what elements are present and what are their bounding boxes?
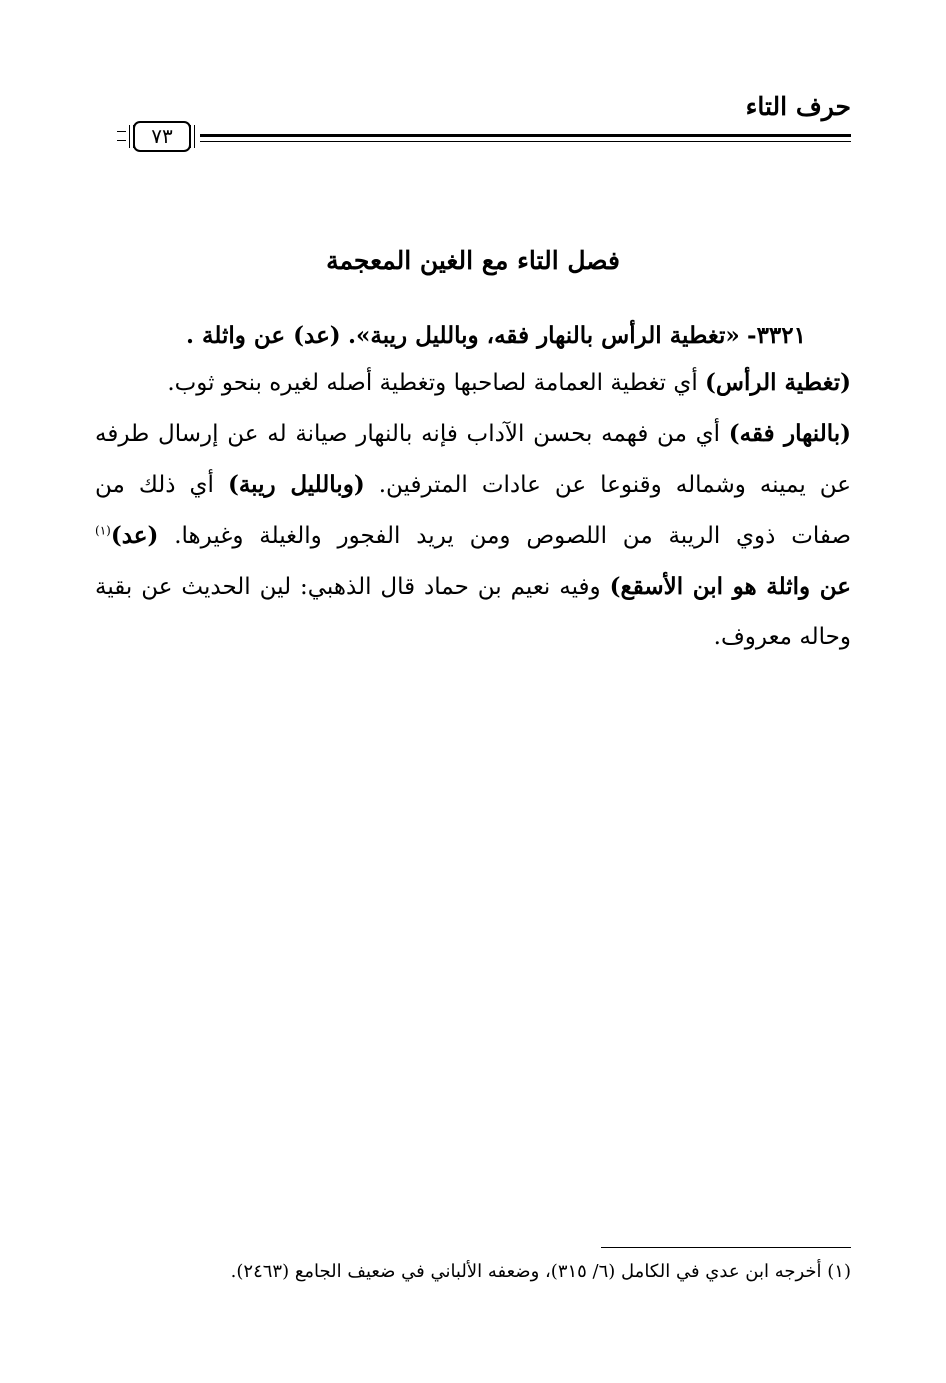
commentary-text: أي من فهمه بحسن الآداب فإنه بالنهار صيانة له عن إرسال طرفه	[95, 421, 721, 447]
commentary-lemma: (تغطية الرأس)	[705, 369, 851, 396]
commentary-text: صفات ذوي الريبة من اللصوص ومن يريد الفجور والغيلة وغيرها.	[174, 523, 852, 549]
commentary-line	[95, 369, 851, 396]
commentary-text: عن يمينه وشماله وقنوعا عن عادات المترفين.	[378, 472, 852, 498]
commentary-line	[95, 624, 851, 650]
entry-number: ٣٣٢١-	[747, 322, 806, 349]
running-head: حرف التاء	[745, 92, 851, 121]
footnote-marker: (١)	[95, 523, 111, 538]
commentary-lemma: عن واثلة هو ابن الأسقع)	[609, 573, 852, 600]
footnote-text: (١) أخرجه ابن عدي في الكامل (٦/ ٣١٥)، وضعفه الألباني في ضعيف الجامع (٢٤٦٣).	[230, 1261, 851, 1282]
commentary-lemma: (عد)	[110, 522, 159, 549]
commentary-text: وفيه نعيم بن حماد قال الذهبي: لين الحديث عن بقية	[95, 574, 601, 600]
hadith-entry	[95, 322, 806, 349]
hadith-text: «تغطية الرأس بالنهار فقه، وبالليل ريبة».	[348, 322, 740, 349]
commentary-lemma: (وبالليل ريبة)	[227, 471, 365, 498]
commentary-text: وحاله معروف.	[713, 624, 851, 650]
commentary-lemma: (بالنهار فقه)	[728, 420, 851, 447]
commentary-text: أي تغطية العمامة لصاحبها وتغطية أصله لغيره بنحو ثوب.	[167, 370, 698, 396]
commentary-text: أي ذلك من	[95, 472, 214, 498]
section-heading: فصل التاء مع الغين المعجمة	[326, 246, 620, 275]
header-rule-thin	[200, 141, 851, 142]
footnote-rule	[601, 1247, 851, 1248]
commentary-line	[95, 522, 851, 549]
commentary-line	[95, 420, 851, 447]
commentary-line	[95, 573, 851, 600]
header-rule-thick	[200, 134, 851, 137]
page-number-box: ٧٣	[133, 121, 191, 152]
commentary-line	[95, 471, 851, 498]
hadith-source: (عد) عن واثلة .	[186, 322, 341, 349]
header-ornament	[117, 131, 126, 141]
